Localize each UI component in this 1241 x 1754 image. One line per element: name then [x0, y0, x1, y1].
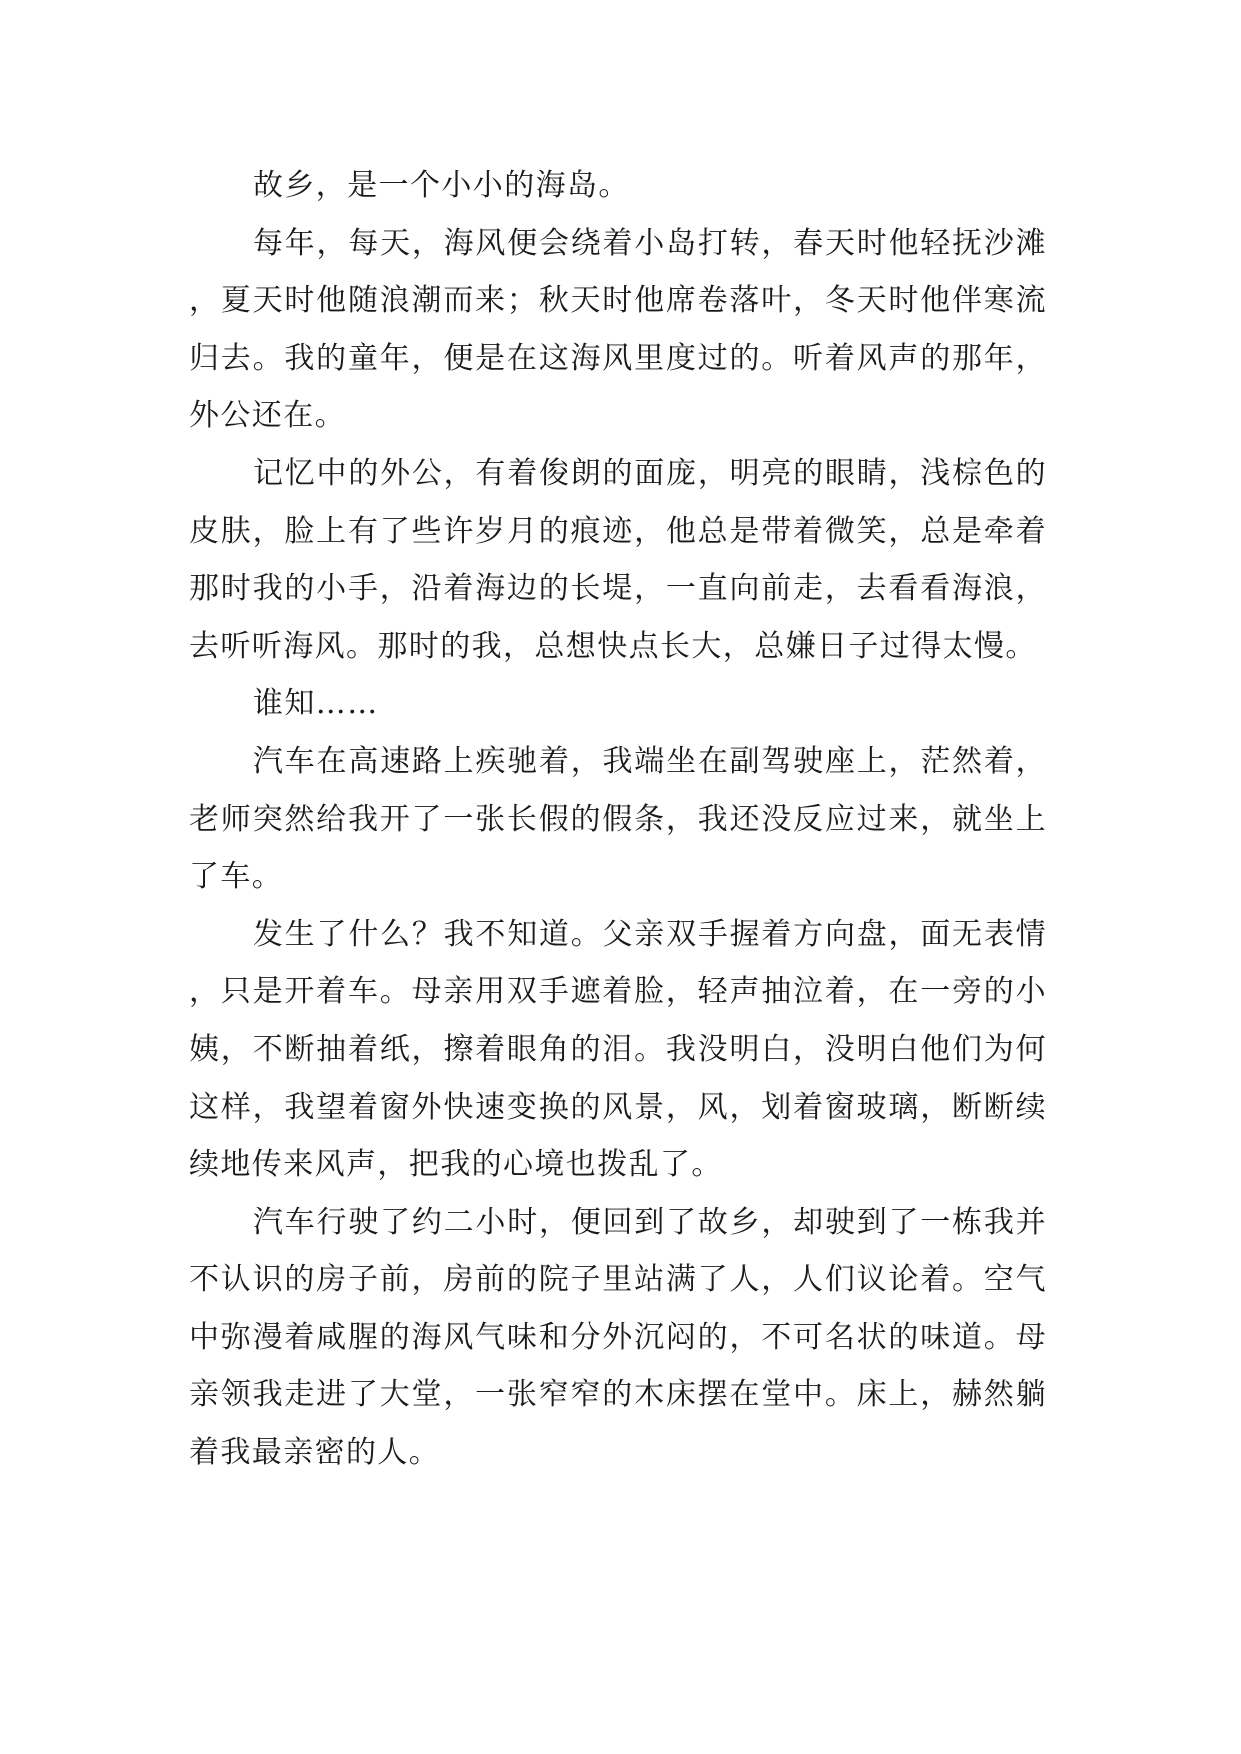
paragraph: 每年，每天，海风便会绕着小岛打转，春天时他轻抚沙滩，夏天时他随浪潮而来；秋天时他席卷落叶，冬天时他伴寒流归去。我的童年，便是在这海风里度过的。听着风声的那年，外公还在。 [189, 225, 1047, 434]
document-body [189, 157, 1047, 1482]
paragraph: 汽车在高速路上疾驰着，我端坐在副驾驶座上，茫然着，老师突然给我开了一张长假的假条，我还没反应过来，就坐上了车。 [189, 743, 1047, 895]
paragraph: 汽车行驶了约二小时，便回到了故乡，却驶到了一栋我并不认识的房子前，房前的院子里站满了人，人们议论着。空气中弥漫着咸腥的海风气味和分外沉闷的，不可名状的味道。母亲领我走进了大堂，一张窄窄的木床摆在堂中。床上，赫然躺着我最亲密的人。 [189, 1204, 1047, 1471]
paragraph: 谁知…… [253, 686, 379, 722]
paragraph: 故乡，是一个小小的海岛。 [253, 168, 630, 203]
paragraph: 记忆中的外公，有着俊朗的面庞，明亮的眼睛，浅棕色的皮肤，脸上有了些许岁月的痕迹，他总是带着微笑，总是牵着那时我的小手，沿着海边的长堤，一直向前走，去看看海浪，去听听海风。那时的我，总想快点长大，总嫌日子过得太慢。 [189, 455, 1047, 664]
paragraph: 发生了什么？我不知道。父亲双手握着方向盘，面无表情，只是开着车。母亲用双手遮着脸，轻声抽泣着，在一旁的小姨，不断抽着纸，擦着眼角的泪。我没明白，没明白他们为何这样，我望着窗外快速变换的风景，风，划着窗玻璃，断断续续地传来风声，把我的心境也拨乱了。 [189, 916, 1047, 1183]
